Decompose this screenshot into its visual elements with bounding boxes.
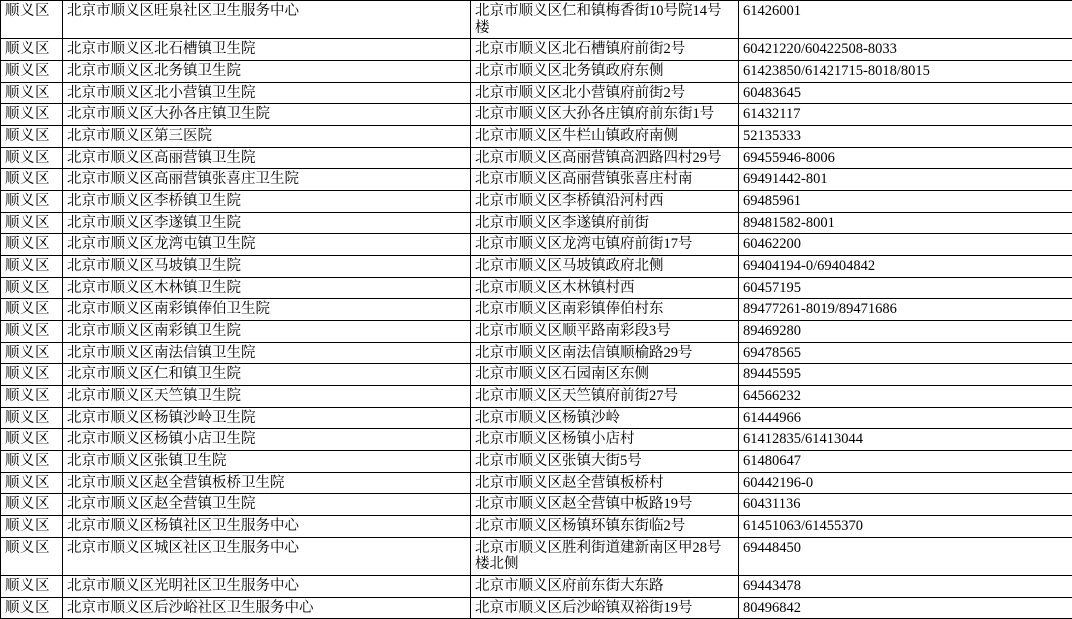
cell-address: 北京市顺义区南法信镇顺榆路29号 bbox=[471, 342, 739, 364]
cell-name: 北京市顺义区南彩镇俸伯卫生院 bbox=[63, 299, 471, 321]
cell-address: 北京市顺义区仁和镇梅香街10号院14号楼 bbox=[471, 1, 739, 39]
cell-district: 顺义区 bbox=[1, 126, 63, 148]
cell-address: 北京市顺义区石园南区东侧 bbox=[471, 364, 739, 386]
cell-phone: 60483645 bbox=[739, 82, 1072, 104]
cell-name: 北京市顺义区张镇卫生院 bbox=[63, 451, 471, 473]
cell-address: 北京市顺义区北务镇政府东侧 bbox=[471, 61, 739, 83]
cell-phone: 60442196-0 bbox=[739, 472, 1072, 494]
cell-address: 北京市顺义区牛栏山镇政府南侧 bbox=[471, 126, 739, 148]
cell-address: 北京市顺义区高丽营镇张喜庄村南 bbox=[471, 169, 739, 191]
cell-district: 顺义区 bbox=[1, 191, 63, 213]
cell-phone: 80496842 bbox=[739, 597, 1072, 619]
cell-district: 顺义区 bbox=[1, 494, 63, 516]
cell-district: 顺义区 bbox=[1, 147, 63, 169]
cell-phone: 61480647 bbox=[739, 451, 1072, 473]
cell-name: 北京市顺义区李桥镇卫生院 bbox=[63, 191, 471, 213]
cell-phone: 52135333 bbox=[739, 126, 1072, 148]
cell-name: 北京市顺义区马坡镇卫生院 bbox=[63, 256, 471, 278]
cell-district: 顺义区 bbox=[1, 451, 63, 473]
cell-district: 顺义区 bbox=[1, 537, 63, 575]
cell-phone: 89477261-8019/89471686 bbox=[739, 299, 1072, 321]
cell-name: 北京市顺义区城区社区卫生服务中心 bbox=[63, 537, 471, 575]
cell-name: 北京市顺义区杨镇沙岭卫生院 bbox=[63, 407, 471, 429]
cell-phone: 61426001 bbox=[739, 1, 1072, 39]
cell-phone: 60421220/60422508-8033 bbox=[739, 39, 1072, 61]
cell-address: 北京市顺义区北石槽镇府前街2号 bbox=[471, 39, 739, 61]
cell-district: 顺义区 bbox=[1, 234, 63, 256]
cell-district: 顺义区 bbox=[1, 364, 63, 386]
cell-address: 北京市顺义区杨镇沙岭 bbox=[471, 407, 739, 429]
cell-district: 顺义区 bbox=[1, 104, 63, 126]
cell-name: 北京市顺义区光明社区卫生服务中心 bbox=[63, 576, 471, 598]
cell-address: 北京市顺义区李遂镇府前街 bbox=[471, 212, 739, 234]
cell-address: 北京市顺义区龙湾屯镇府前街17号 bbox=[471, 234, 739, 256]
cell-district: 顺义区 bbox=[1, 407, 63, 429]
cell-address: 北京市顺义区高丽营镇高泗路四村29号 bbox=[471, 147, 739, 169]
table-row bbox=[1, 256, 1072, 278]
table-row bbox=[1, 82, 1072, 104]
cell-district: 顺义区 bbox=[1, 472, 63, 494]
cell-address: 北京市顺义区北小营镇府前街2号 bbox=[471, 82, 739, 104]
table-row bbox=[1, 472, 1072, 494]
table-row bbox=[1, 342, 1072, 364]
cell-address: 北京市顺义区马坡镇政府北侧 bbox=[471, 256, 739, 278]
cell-district: 顺义区 bbox=[1, 277, 63, 299]
cell-phone: 69485961 bbox=[739, 191, 1072, 213]
cell-name: 北京市顺义区龙湾屯镇卫生院 bbox=[63, 234, 471, 256]
table-row bbox=[1, 451, 1072, 473]
cell-district: 顺义区 bbox=[1, 597, 63, 619]
table-row bbox=[1, 364, 1072, 386]
cell-phone: 60462200 bbox=[739, 234, 1072, 256]
cell-name: 北京市顺义区南法信镇卫生院 bbox=[63, 342, 471, 364]
table-row bbox=[1, 104, 1072, 126]
cell-phone: 61412835/61413044 bbox=[739, 429, 1072, 451]
table-row bbox=[1, 212, 1072, 234]
cell-address: 北京市顺义区李桥镇沿河村西 bbox=[471, 191, 739, 213]
cell-name: 北京市顺义区木林镇卫生院 bbox=[63, 277, 471, 299]
cell-district: 顺义区 bbox=[1, 212, 63, 234]
table-row bbox=[1, 126, 1072, 148]
cell-name: 北京市顺义区李遂镇卫生院 bbox=[63, 212, 471, 234]
cell-name: 北京市顺义区高丽营镇张喜庄卫生院 bbox=[63, 169, 471, 191]
cell-address: 北京市顺义区赵全营镇中板路19号 bbox=[471, 494, 739, 516]
table-body bbox=[1, 1, 1072, 619]
table-row bbox=[1, 597, 1072, 619]
cell-address: 北京市顺义区顺平路南彩段3号 bbox=[471, 321, 739, 343]
cell-district: 顺义区 bbox=[1, 321, 63, 343]
cell-phone: 61451063/61455370 bbox=[739, 516, 1072, 538]
cell-address: 北京市顺义区胜利街道建新南区甲28号楼北侧 bbox=[471, 537, 739, 575]
cell-address: 北京市顺义区杨镇小店村 bbox=[471, 429, 739, 451]
table-row bbox=[1, 277, 1072, 299]
cell-address: 北京市顺义区天竺镇府前街27号 bbox=[471, 386, 739, 408]
cell-phone: 61432117 bbox=[739, 104, 1072, 126]
table-row bbox=[1, 407, 1072, 429]
table-row bbox=[1, 61, 1072, 83]
cell-address: 北京市顺义区后沙峪镇双裕街19号 bbox=[471, 597, 739, 619]
cell-name: 北京市顺义区杨镇社区卫生服务中心 bbox=[63, 516, 471, 538]
cell-address: 北京市顺义区木林镇村西 bbox=[471, 277, 739, 299]
cell-phone: 60431136 bbox=[739, 494, 1072, 516]
cell-district: 顺义区 bbox=[1, 1, 63, 39]
table-row bbox=[1, 234, 1072, 256]
table-row bbox=[1, 494, 1072, 516]
cell-district: 顺义区 bbox=[1, 299, 63, 321]
table-row bbox=[1, 191, 1072, 213]
cell-phone: 69491442-801 bbox=[739, 169, 1072, 191]
cell-name: 北京市顺义区北小营镇卫生院 bbox=[63, 82, 471, 104]
cell-phone: 60457195 bbox=[739, 277, 1072, 299]
cell-name: 北京市顺义区大孙各庄镇卫生院 bbox=[63, 104, 471, 126]
cell-address: 北京市顺义区杨镇环镇东街临2号 bbox=[471, 516, 739, 538]
cell-district: 顺义区 bbox=[1, 169, 63, 191]
cell-phone: 61423850/61421715-8018/8015 bbox=[739, 61, 1072, 83]
cell-address: 北京市顺义区张镇大街5号 bbox=[471, 451, 739, 473]
cell-phone: 89445595 bbox=[739, 364, 1072, 386]
cell-phone: 61444966 bbox=[739, 407, 1072, 429]
cell-name: 北京市顺义区北务镇卫生院 bbox=[63, 61, 471, 83]
cell-address: 北京市顺义区府前东街大东路 bbox=[471, 576, 739, 598]
table-row bbox=[1, 321, 1072, 343]
table-row bbox=[1, 169, 1072, 191]
table-row bbox=[1, 39, 1072, 61]
cell-address: 北京市顺义区大孙各庄镇府前东街1号 bbox=[471, 104, 739, 126]
cell-phone: 69478565 bbox=[739, 342, 1072, 364]
table-row bbox=[1, 516, 1072, 538]
cell-phone: 89481582-8001 bbox=[739, 212, 1072, 234]
cell-address: 北京市顺义区赵全营镇板桥村 bbox=[471, 472, 739, 494]
cell-name: 北京市顺义区高丽营镇卫生院 bbox=[63, 147, 471, 169]
cell-name: 北京市顺义区天竺镇卫生院 bbox=[63, 386, 471, 408]
table-row bbox=[1, 299, 1072, 321]
cell-name: 北京市顺义区第三医院 bbox=[63, 126, 471, 148]
cell-phone: 69448450 bbox=[739, 537, 1072, 575]
cell-name: 北京市顺义区后沙峪社区卫生服务中心 bbox=[63, 597, 471, 619]
table-row bbox=[1, 429, 1072, 451]
table-row bbox=[1, 386, 1072, 408]
cell-address: 北京市顺义区南彩镇俸伯村东 bbox=[471, 299, 739, 321]
cell-phone: 69455946-8006 bbox=[739, 147, 1072, 169]
cell-phone: 69404194-0/69404842 bbox=[739, 256, 1072, 278]
cell-phone: 64566232 bbox=[739, 386, 1072, 408]
cell-phone: 89469280 bbox=[739, 321, 1072, 343]
table-row bbox=[1, 576, 1072, 598]
cell-name: 北京市顺义区杨镇小店卫生院 bbox=[63, 429, 471, 451]
cell-district: 顺义区 bbox=[1, 386, 63, 408]
cell-district: 顺义区 bbox=[1, 256, 63, 278]
table-row bbox=[1, 537, 1072, 575]
cell-district: 顺义区 bbox=[1, 82, 63, 104]
cell-name: 北京市顺义区旺泉社区卫生服务中心 bbox=[63, 1, 471, 39]
cell-name: 北京市顺义区赵全营镇板桥卫生院 bbox=[63, 472, 471, 494]
cell-district: 顺义区 bbox=[1, 429, 63, 451]
cell-district: 顺义区 bbox=[1, 61, 63, 83]
cell-name: 北京市顺义区赵全营镇卫生院 bbox=[63, 494, 471, 516]
cell-name: 北京市顺义区北石槽镇卫生院 bbox=[63, 39, 471, 61]
cell-name: 北京市顺义区南彩镇卫生院 bbox=[63, 321, 471, 343]
table-row bbox=[1, 1, 1072, 39]
cell-district: 顺义区 bbox=[1, 39, 63, 61]
cell-district: 顺义区 bbox=[1, 342, 63, 364]
cell-district: 顺义区 bbox=[1, 516, 63, 538]
table-row bbox=[1, 147, 1072, 169]
cell-district: 顺义区 bbox=[1, 576, 63, 598]
cell-name: 北京市顺义区仁和镇卫生院 bbox=[63, 364, 471, 386]
cell-phone: 69443478 bbox=[739, 576, 1072, 598]
